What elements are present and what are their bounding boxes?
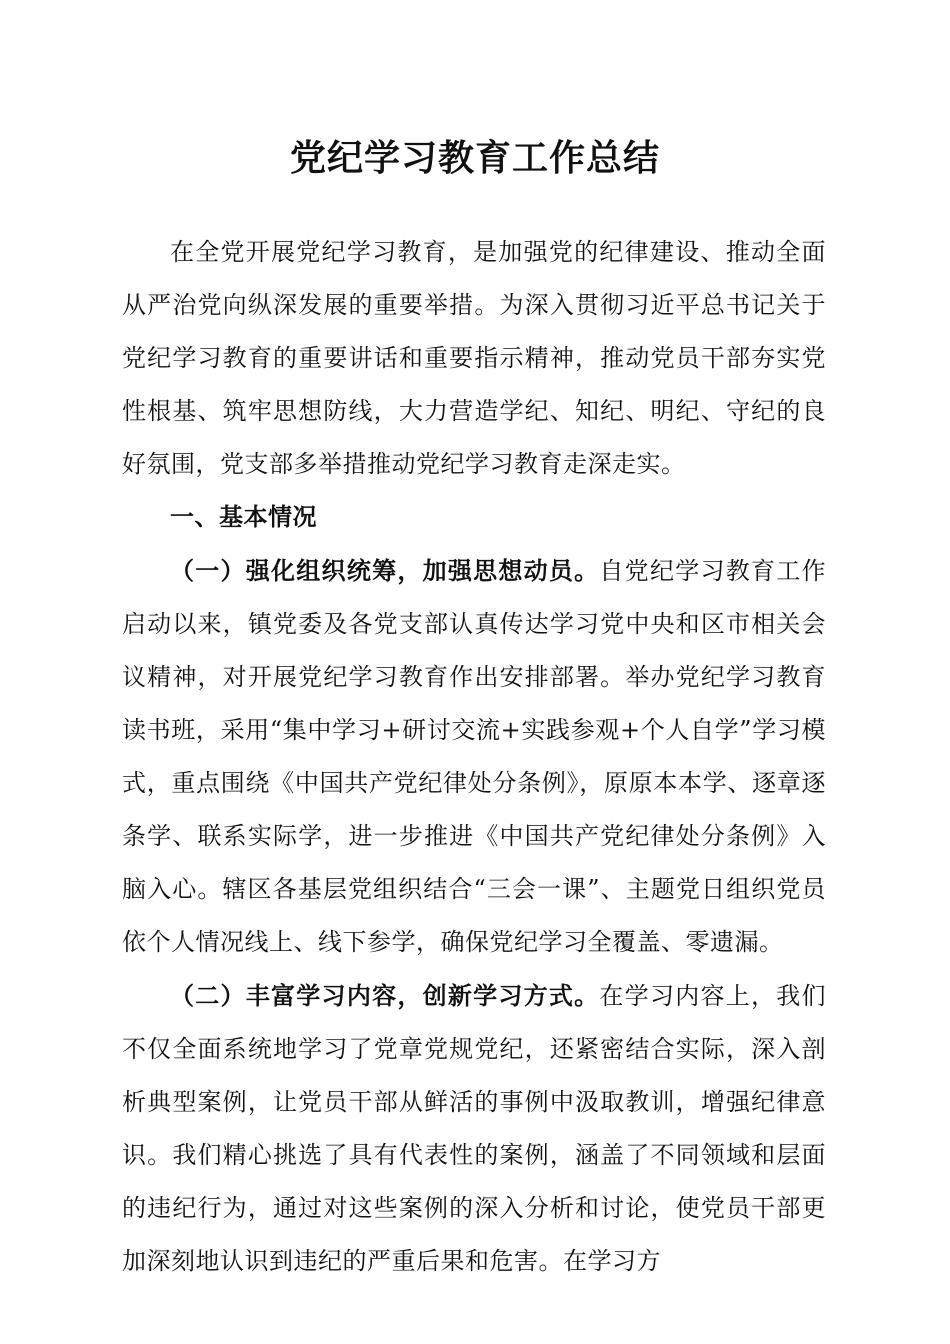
paragraph-item-2 xyxy=(122,969,826,1288)
item-2-text: 在学习内容上，我们不仅全面系统地学习了党章党规党纪，还紧密结合实际，深入剖析典型案例，让党员干部从鲜活的事例中汲取教训，增强纪律意识。我们精心挑选了具有代表性的案例，涵盖了不同领域和层面的违纪行为，通过对这些案例的深入分析和讨论，使党员干部更加深刻地认识到违纪的严重后果和危害。在学习方 xyxy=(122,982,827,1275)
intro-paragraph: 在全党开展党纪学习教育，是加强党的纪律建设、推动全面从严治党向纵深发展的重要举措。为深入贯彻习近平总书记关于党纪学习教育的重要讲话和重要指示精神，推动党员干部夯实党性根基、筑牢思想防线，大力营造学纪、知纪、明纪、守纪的良好氛围，党支部多举措推动党纪学习教育走深走实。 xyxy=(122,238,826,478)
item-1-text: 自党纪学习教育工作启动以来，镇党委及各党支部认真传达学习党中央和区市相关会议精神，对开展党纪学习教育作出安排部署。举办党纪学习教育读书班，采用“集中学习+研讨交流+实践参观+个人自学”学习模式，重点围绕《中国共产党纪律处分条例》，原原本本学、逐章逐条学、联系实际学，进一步推进《中国共产党纪律处分条例》入脑入心。辖区各基层党组织结合“三会一课”、主题党日组织党员依个人情况线上、线下参学，确保党纪学习全覆盖、零遗漏。 xyxy=(122,557,827,956)
document-body xyxy=(122,226,826,1288)
paragraph-item-1 xyxy=(122,544,826,969)
document-title: 党纪学习教育工作总结 xyxy=(289,137,660,179)
section-heading-basic-situation: 一、基本情况 xyxy=(170,503,317,531)
item-2-lead: （二）丰富学习内容，创新学习方式。 xyxy=(170,981,600,1010)
item-1-lead: （一）强化组织统筹，加强思想动员。 xyxy=(170,556,600,585)
